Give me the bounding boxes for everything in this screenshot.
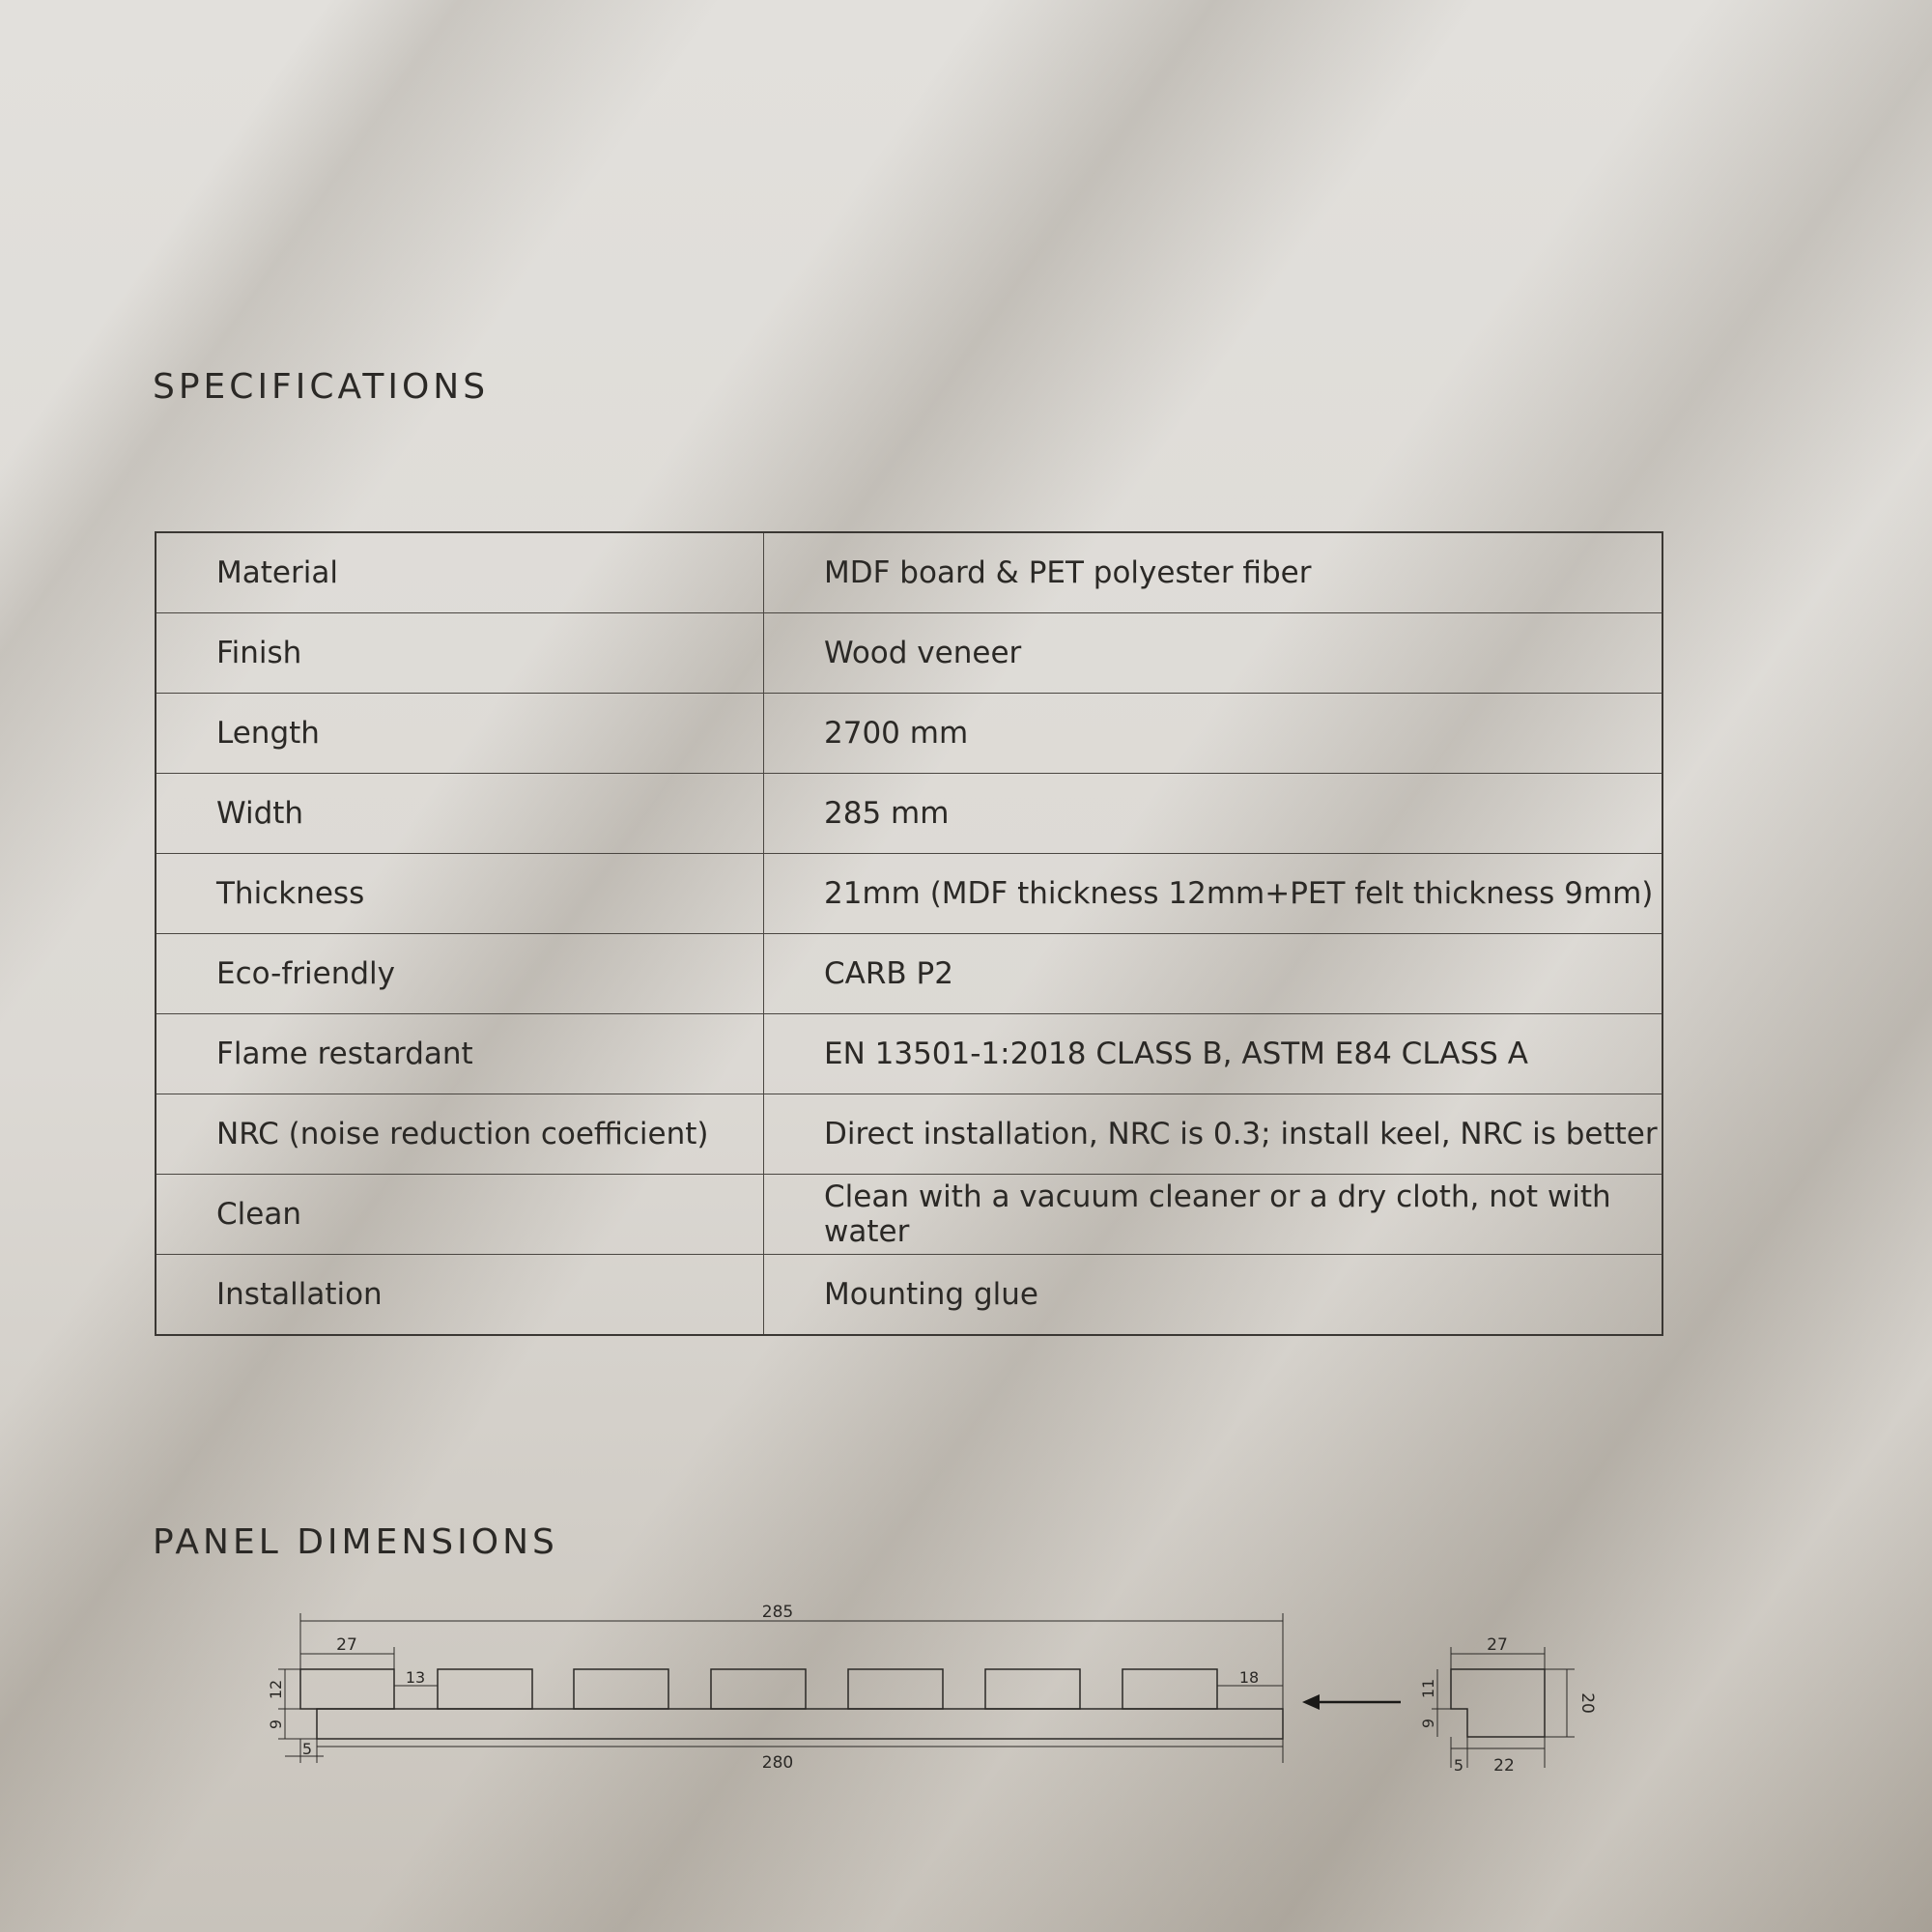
- detail-profile: [1451, 1669, 1545, 1737]
- row-value: 21mm (MDF thickness 12mm+PET felt thickness 9mm): [764, 854, 1663, 934]
- row-label: Length: [156, 694, 764, 774]
- dim-slat-width: 27: [336, 1635, 357, 1655]
- slat: [1122, 1669, 1217, 1709]
- detail-bottom-width: 22: [1493, 1756, 1515, 1776]
- dim-slat-height: 12: [267, 1679, 285, 1700]
- row-value: Direct installation, NRC is 0.3; install keel, NRC is better: [764, 1094, 1663, 1175]
- table-row: [156, 854, 1662, 934]
- table-row: [156, 934, 1662, 1014]
- row-value: EN 13501-1:2018 CLASS B, ASTM E84 CLASS A: [764, 1014, 1663, 1094]
- row-label: Thickness: [156, 854, 764, 934]
- specifications-title: SPECIFICATIONS: [153, 367, 490, 407]
- dim-base-inset: 5: [301, 1740, 313, 1758]
- table-row: [156, 774, 1662, 854]
- detail-upper-height: 11: [1419, 1678, 1437, 1699]
- dim-base-width: 280: [761, 1753, 794, 1773]
- row-value: MDF board & PET polyester fiber: [764, 532, 1663, 613]
- row-value: 285 mm: [764, 774, 1663, 854]
- dim-slat-gap: 13: [405, 1668, 426, 1687]
- detail-total-height: 20: [1577, 1692, 1597, 1714]
- dim-end-offset: 18: [1238, 1668, 1260, 1687]
- row-label: Eco-friendly: [156, 934, 764, 1014]
- slat: [300, 1669, 394, 1709]
- table-row: [156, 1255, 1662, 1336]
- row-label: Flame restardant: [156, 1014, 764, 1094]
- row-value: Wood veneer: [764, 613, 1663, 694]
- row-label: Width: [156, 774, 764, 854]
- table-row: [156, 532, 1662, 613]
- row-value: Clean with a vacuum cleaner or a dry cloth, not with water: [764, 1175, 1663, 1255]
- row-value: CARB P2: [764, 934, 1663, 1014]
- row-value: 2700 mm: [764, 694, 1663, 774]
- table-row: [156, 1094, 1662, 1175]
- slat: [848, 1669, 943, 1709]
- panel-profile-diagram: [251, 1594, 1623, 1787]
- slat: [438, 1669, 532, 1709]
- row-label: NRC (noise reduction coefficient): [156, 1094, 764, 1175]
- row-label: Material: [156, 532, 764, 613]
- specifications-table: [155, 531, 1663, 1336]
- arrow-left-icon: [1302, 1694, 1401, 1710]
- slat: [711, 1669, 806, 1709]
- table-row: [156, 613, 1662, 694]
- table-row: [156, 1014, 1662, 1094]
- base-board: [317, 1709, 1283, 1739]
- detail-top-width: 27: [1487, 1635, 1508, 1655]
- detail-inset: 5: [1453, 1756, 1464, 1775]
- dim-felt-height: 9: [267, 1719, 285, 1730]
- row-value: Mounting glue: [764, 1255, 1663, 1336]
- slat: [574, 1669, 668, 1709]
- table-row: [156, 694, 1662, 774]
- panel-dimensions-title: PANEL DIMENSIONS: [153, 1522, 558, 1562]
- table-row: [156, 1175, 1662, 1255]
- row-label: Installation: [156, 1255, 764, 1336]
- slat: [985, 1669, 1080, 1709]
- row-label: Finish: [156, 613, 764, 694]
- dim-overall-width: 285: [761, 1603, 794, 1622]
- row-label: Clean: [156, 1175, 764, 1255]
- detail-lower-height: 9: [1419, 1718, 1437, 1729]
